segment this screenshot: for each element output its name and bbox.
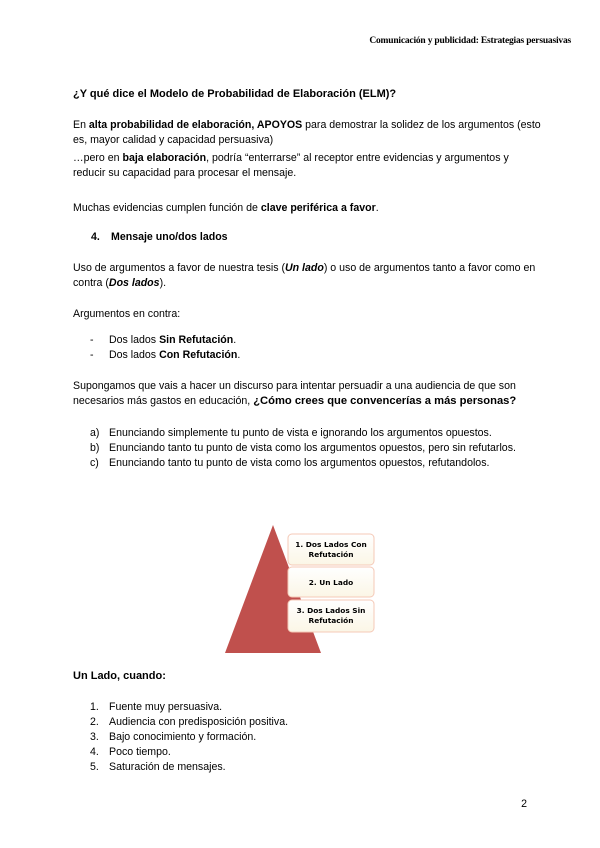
- contra-label: Argumentos en contra:: [73, 308, 181, 320]
- elm-heading: ¿Y qué dice el Modelo de Probabilidad de Elaboración (ELM)?: [73, 88, 397, 100]
- page-number: 2: [521, 798, 527, 810]
- text-run: ).: [159, 277, 167, 289]
- list-item: [73, 456, 543, 471]
- pyramid-box-2-label: 2. Un Lado: [308, 578, 354, 587]
- text-run-bold-italic: Un lado: [284, 262, 324, 274]
- item-text: Saturación de mensajes.: [109, 761, 226, 773]
- list-item: [73, 333, 543, 348]
- page-body: [73, 87, 543, 471]
- item-text: Audiencia con predisposición positiva.: [109, 716, 289, 728]
- text-run: …pero en: [73, 152, 123, 164]
- text-run-bold: clave periférica a favor: [260, 202, 376, 214]
- elm-paragraph-high: [73, 118, 543, 148]
- text-run-bold: baja elaboración: [122, 152, 207, 164]
- dash-marker: -: [90, 334, 94, 346]
- text-run: , podría “enterrarse” al receptor entre evidencias y argumentos y reducir su capacidad para procesar el mensaje.: [73, 152, 509, 179]
- contra-list: [73, 333, 543, 363]
- section-number: 4.: [91, 231, 100, 243]
- option-text: Enunciando tanto tu punto de vista como los argumentos opuestos, refutandolos.: [109, 457, 490, 469]
- list-item: [73, 700, 543, 715]
- text-run: ) o uso de argumentos tanto a favor como en contra (: [73, 262, 536, 289]
- text-run: Uso de argumentos a favor de nuestra tesis (: [73, 262, 285, 274]
- text-run: .: [233, 334, 237, 346]
- option-marker: a): [90, 427, 100, 439]
- text-run-bold: ¿Cómo crees que convencerías a más personas?: [253, 395, 517, 407]
- item-number: 4.: [90, 746, 99, 758]
- running-header: Comunicación y publicidad: Estrategias persuasivas: [369, 36, 571, 46]
- option-text: Enunciando simplemente tu punto de vista e ignorando los argumentos opuestos.: [109, 427, 492, 439]
- section-title: Mensaje uno/dos lados: [111, 231, 228, 243]
- option-marker: b): [90, 442, 100, 454]
- text-run-bold-italic: Dos lados: [108, 277, 160, 289]
- dash-marker: -: [90, 349, 94, 361]
- pyramid-box-3-line1: 3. Dos Lados Sin: [296, 606, 366, 615]
- text-run-bold: Sin Refutación: [159, 334, 234, 346]
- question-paragraph: [73, 379, 543, 409]
- persuasion-pyramid-diagram: [225, 523, 380, 653]
- item-number: 1.: [90, 701, 99, 713]
- text-run-bold: Con Refutación: [159, 349, 238, 361]
- elm-paragraph-evidence: [73, 201, 543, 216]
- section-intro: [73, 261, 543, 291]
- item-number: 2.: [90, 716, 99, 728]
- un-lado-section: [73, 669, 543, 775]
- text-run: Dos lados: [109, 334, 160, 346]
- pyramid-box-1-line2: Refutación: [308, 550, 354, 559]
- item-number: 5.: [90, 761, 99, 773]
- list-item: [73, 745, 543, 760]
- list-item: [73, 348, 543, 363]
- text-run: para demostrar la solidez de los argumentos (esto es, mayor calidad y capacidad persuasiva): [73, 119, 541, 146]
- option-text: Enunciando tanto tu punto de vista como los argumentos opuestos, pero sin refutarlos.: [109, 442, 516, 454]
- text-run: En: [73, 119, 89, 131]
- list-item: [73, 441, 543, 456]
- pyramid-box-3-line2: Refutación: [308, 616, 354, 625]
- un-lado-heading: Un Lado, cuando:: [73, 670, 166, 682]
- pyramid-box-1-line1: 1. Dos Lados Con: [295, 540, 367, 549]
- text-run: Muchas evidencias cumplen función de: [73, 202, 261, 214]
- options-list: [73, 426, 543, 471]
- list-item: [73, 760, 543, 775]
- text-run: .: [375, 202, 379, 214]
- un-lado-list: [73, 700, 543, 775]
- text-run-bold: alta probabilidad de elaboración, APOYOS: [88, 119, 303, 131]
- section-heading: [91, 230, 543, 245]
- text-run: Dos lados: [109, 349, 160, 361]
- text-run: .: [237, 349, 241, 361]
- list-item: [73, 730, 543, 745]
- elm-paragraph-low: [73, 151, 543, 181]
- text-run: Supongamos que vais a hacer un discurso para intentar persuadir a una audiencia de que son necesarios más gastos en educación,: [73, 380, 516, 407]
- list-item: [73, 426, 543, 441]
- item-text: Poco tiempo.: [109, 746, 171, 758]
- option-marker: c): [90, 457, 99, 469]
- list-item: [73, 715, 543, 730]
- item-number: 3.: [90, 731, 99, 743]
- item-text: Bajo conocimiento y formación.: [109, 731, 257, 743]
- item-text: Fuente muy persuasiva.: [109, 701, 223, 713]
